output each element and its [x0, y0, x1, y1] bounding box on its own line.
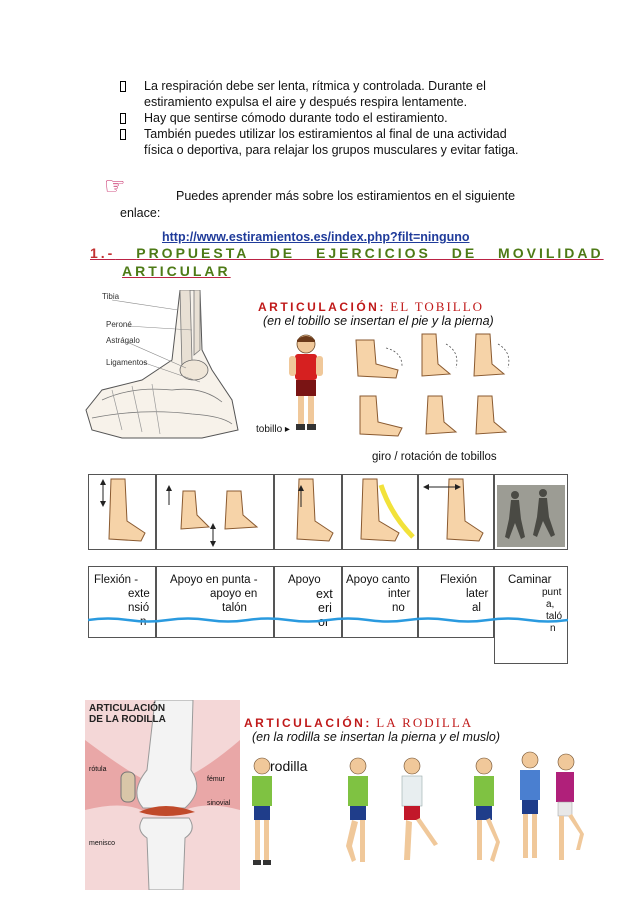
bullet-item	[120, 110, 546, 126]
knee-anatomy-image	[85, 700, 240, 890]
knee-label-menisco: menisco	[89, 840, 116, 847]
section-title	[90, 245, 604, 261]
child-figure-ankle	[286, 332, 326, 442]
bullet-marker	[120, 129, 126, 140]
exercise-image-apoyo-exterior	[274, 474, 342, 550]
section-title-line1: PROPUESTA DE EJERCICIOS DE MOVILIDAD	[136, 245, 604, 261]
exercise-label-apoyo-interno: Apoyo canto inter no	[346, 574, 411, 614]
anatomy-label-astragalo: Astrágalo	[106, 336, 140, 345]
section-title-line2: ARTICULAR	[122, 263, 231, 279]
exercise-image-flexion-lateral	[418, 474, 494, 550]
section-number: 1.-	[90, 245, 116, 261]
anatomy-label-tibia: Tibia	[102, 292, 120, 301]
ankle-rotation-images	[346, 330, 526, 442]
ankle-rotation-caption: giro / rotación de tobillos	[372, 451, 497, 463]
joint-name: EL TOBILLO	[390, 299, 485, 314]
exercise-label-caminar: Caminar punt a, taló n	[508, 574, 563, 634]
joint-heading-label: ARTICULACIÓN:	[258, 300, 386, 314]
joint-name: LA RODILLA	[376, 715, 474, 730]
ankle-subtitle: (en el tobillo se insertan el pie y la pierna)	[263, 314, 494, 328]
exercise-label-flexion-lateral: Flexión later al	[440, 574, 489, 614]
knee-image-title: ARTICULACIÓN DE LA RODILLA	[89, 703, 166, 725]
knee-label-femur: fémur	[207, 776, 225, 783]
anatomy-label-ligamentos: Ligamentos	[106, 358, 148, 367]
exercise-image-flexion	[88, 474, 156, 550]
joint-heading-label: ARTICULACIÓN:	[244, 716, 372, 730]
knee-exercise-figures	[244, 750, 584, 890]
pointing-hand-icon: ☞	[104, 173, 126, 200]
bullet-text: También puedes utilizar los estiramientos al final de una actividad física o deportiva, para relajar los grupos musculares y evitar fatiga.	[144, 127, 519, 157]
bullet-item	[120, 126, 546, 158]
bullet-marker	[120, 81, 126, 92]
estiramientos-link[interactable]: http://www.estiramientos.es/index.php?filt=ninguno	[162, 230, 470, 244]
bullet-list	[120, 78, 546, 158]
ankle-anatomy-image	[82, 290, 240, 440]
tobillo-pointer-label: tobillo ▸	[256, 424, 290, 435]
decorative-wave-divider	[88, 617, 568, 623]
exercise-label-flexion: Flexión - exte nsió n	[94, 574, 150, 628]
rodilla-figure-label: rodilla	[270, 758, 308, 774]
bullet-text: La respiración debe ser lenta, rítmica y controlada. Durante el estiramiento expulsa el aire y después respira lentamente.	[144, 79, 486, 109]
knee-label-sinovial: sinovial	[207, 800, 231, 807]
exercise-image-apoyo-interno	[342, 474, 418, 550]
info-text-cont: enlace:	[120, 206, 161, 220]
exercise-image-punta-talon	[156, 474, 274, 550]
bullet-marker	[120, 113, 126, 124]
exercise-label-apoyo-exterior: Apoyo ext eri or	[288, 574, 333, 629]
knee-subtitle: (en la rodilla se insertan la pierna y el muslo)	[252, 730, 501, 744]
info-text: Puedes aprender más sobre los estiramientos en el siguiente	[176, 189, 516, 203]
anatomy-label-perone: Peroné	[106, 320, 132, 329]
exercise-image-caminar	[494, 474, 568, 550]
bullet-item	[120, 78, 546, 110]
bullet-text: Hay que sentirse cómodo durante todo el estiramiento.	[144, 111, 448, 125]
knee-label-rotula: rótula	[89, 766, 107, 773]
exercise-label-punta-talon: Apoyo en punta - apoyo en talón	[170, 574, 258, 614]
